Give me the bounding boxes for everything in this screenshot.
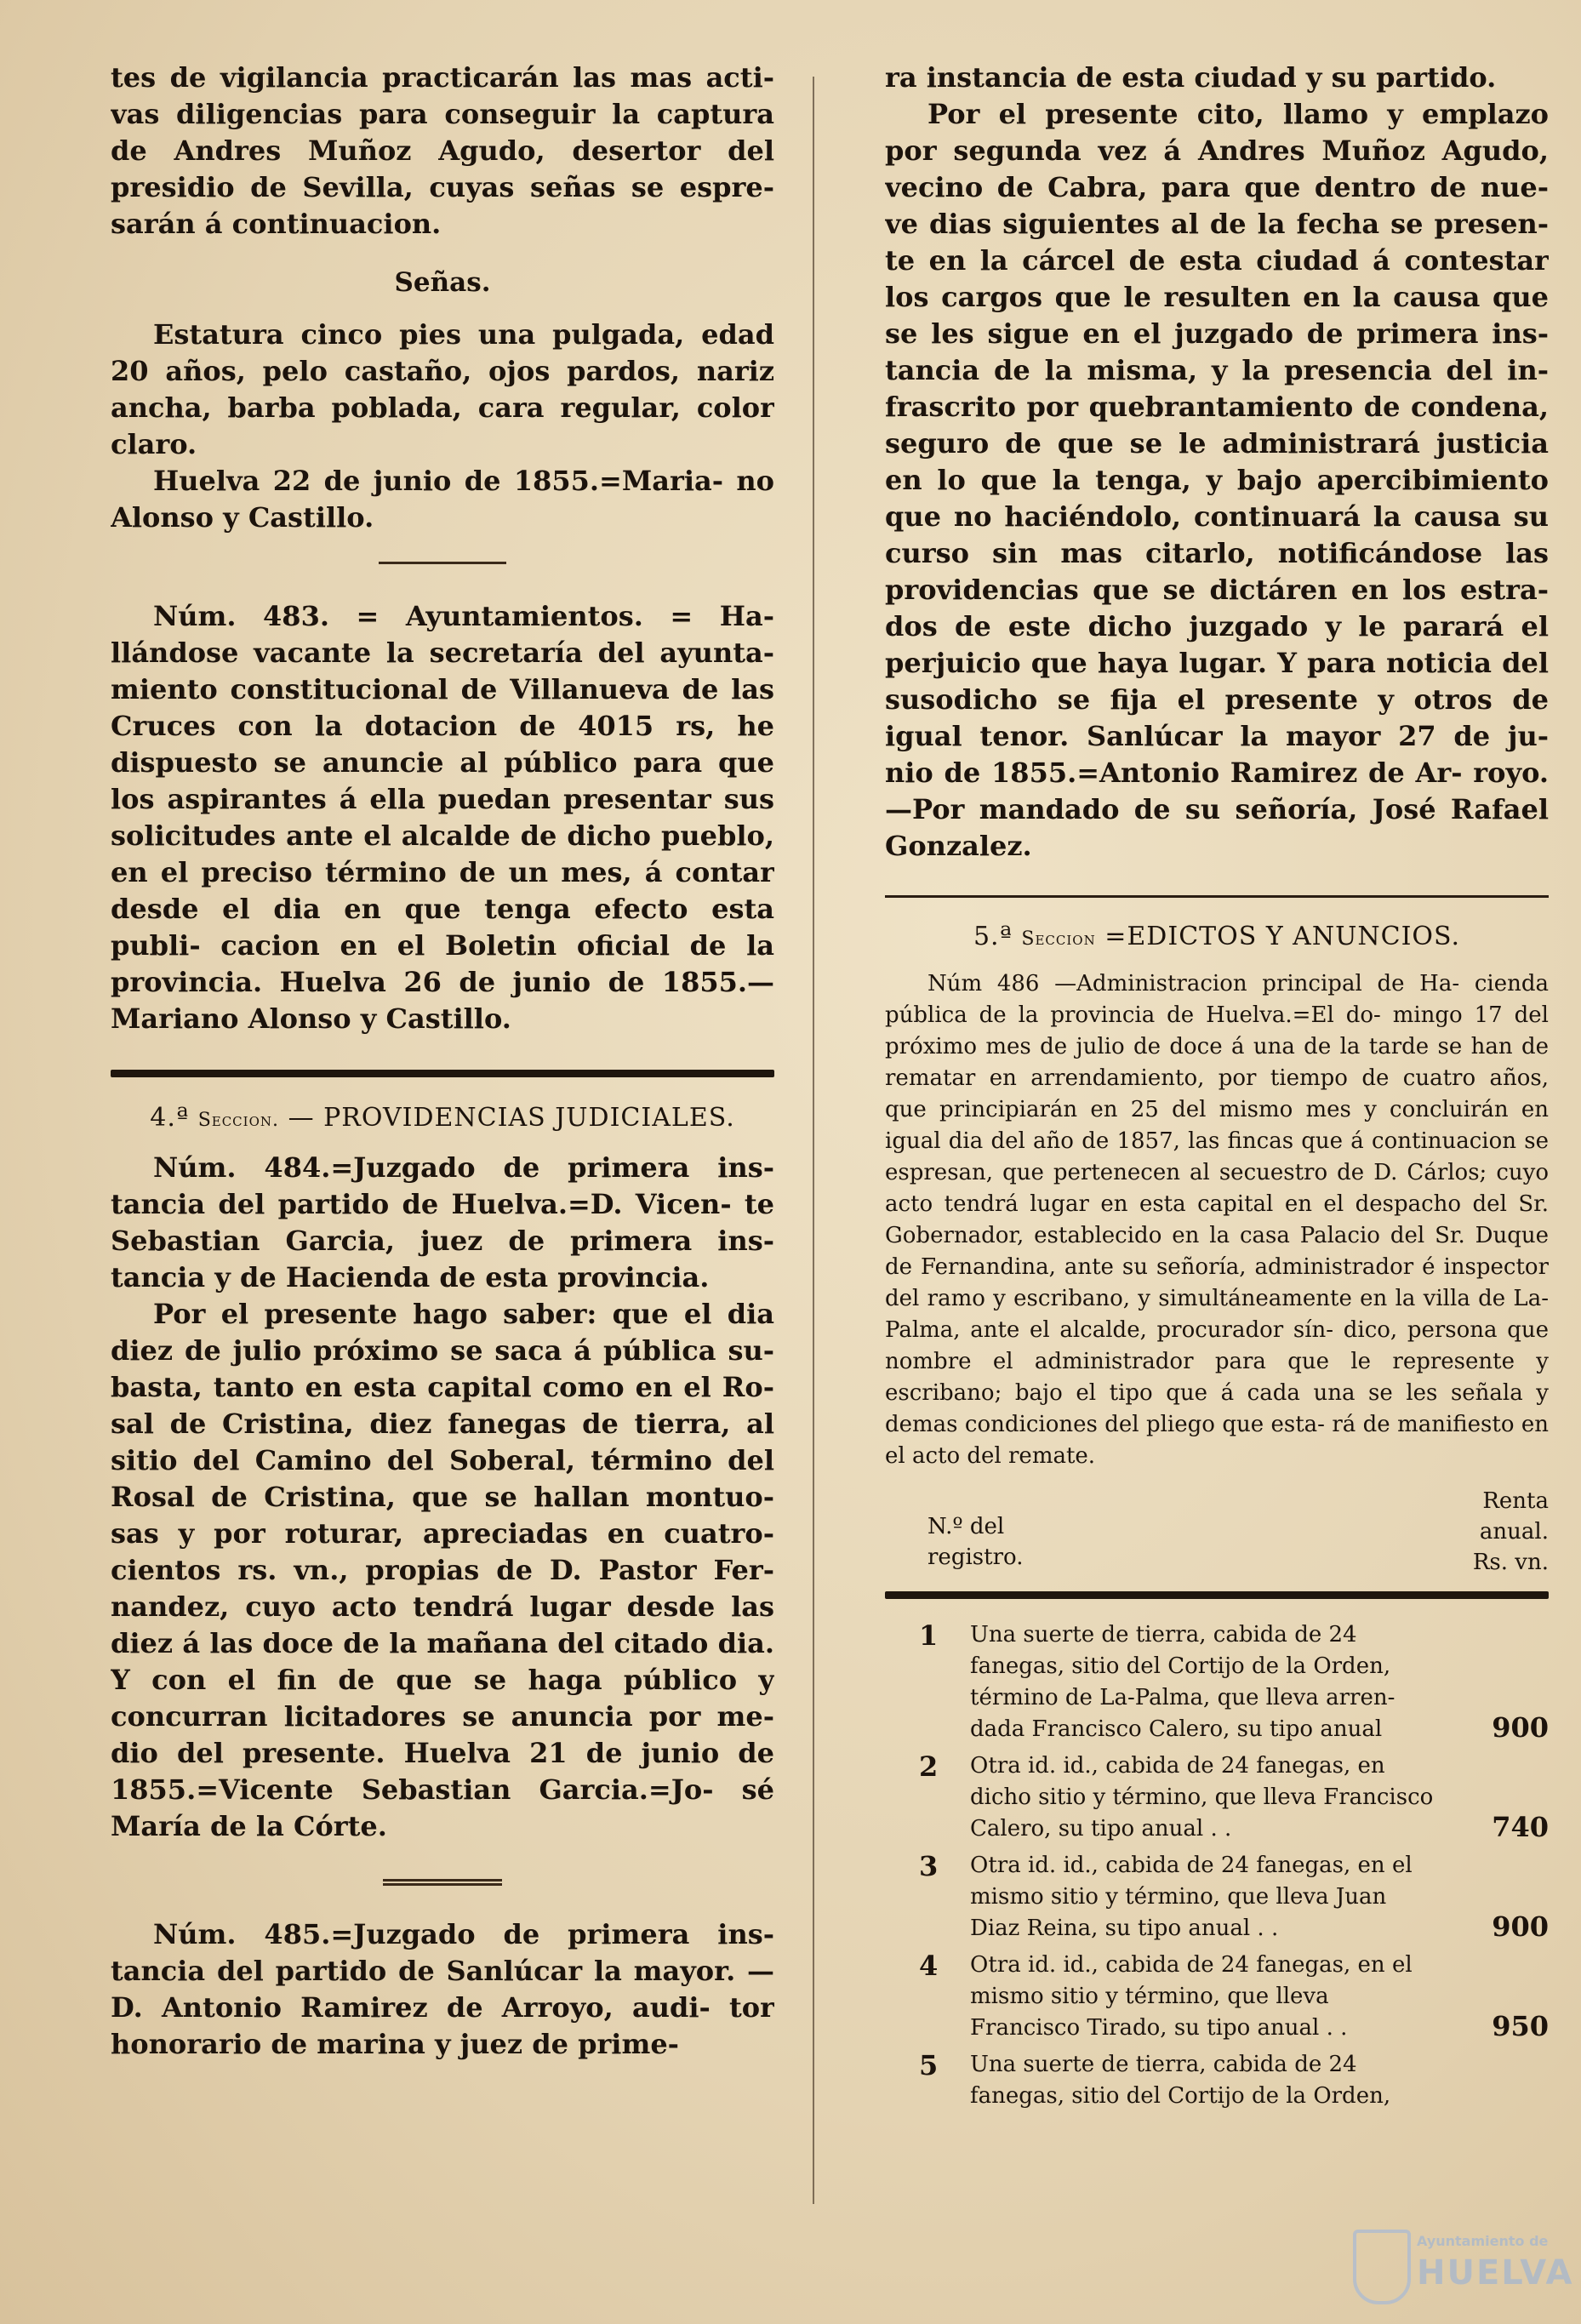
table-divider: [885, 1591, 1549, 1599]
notice-485-body: Por el presente cito, llamo y emplazo por segunda vez á Andres Muñoz Agudo, vecino de Cabra, para que dentro de nue- ve dias siguientes al de la fecha se presen- te en la cárcel de esta ciudad á contestar los cargos que le resulten en la causa que se les sigue en el juzgado de primera ins- tancia de la misma, y la presencia del in- frascrito por quebrantamiento de condena, seguro de que se le administrará justicia en lo que la tenga, y bajo apercibimiento que no haciéndolo, continuará la causa su curso sin mas citarlo, notificándose las providencias que se dictáren en los estra- dos de este dicho juzgado y le parará el perjuicio que haya lugar. Y para noticia del susodicho se fija el presente y otros de igual tenor. Sanlúcar la mayor 27 de ju- nio de 1855.=Antonio Ramirez de Ar- royo.—Por mandado de su señoría, José Rafael Gonzalez.: [885, 98, 1549, 862]
row-number: 3: [919, 1850, 939, 1882]
section-5-title: [885, 922, 1549, 951]
notice-484-body: Por el presente hago saber: que el dia diez de julio próximo se saca á pública su- basta, tanto en esta capital como en el Ro- sal de Cristina, diez fanegas de tierra, al sitio del Camino del Soberal, término del Rosal de Cristina, que se hallan montuo- sas y por roturar, apreciadas en cuatro- cientos rs. vn., propias de D. Pastor Fer- nandez, cuyo acto tendrá lugar desde las diez á las doce de la mañana del citado dia. Y con el fin de que se haga público y concurran licitadores se anuncia por me- dio del presente. Huelva 21 de junio de 1855.=Vicente Sebastian Garcia.=Jo- sé María de la Córte.: [111, 1298, 774, 1842]
intro-paragraph: tes de vigilancia practicarán las mas acti- vas diligencias para conseguir la captura de Andres Muñoz Agudo, desertor del presidio de Sevilla, cuyas señas se espre- sarán á continuacion.: [111, 61, 774, 240]
table-row: [885, 1850, 1549, 1944]
row-description: Otra id. id., cabida de 24 fanegas, en el mismo sitio y término, que lleva Juan Diaz Reina, su tipo anual . .: [970, 1853, 1413, 1941]
row-amount: 950: [1492, 2010, 1549, 2042]
right-column: [885, 60, 1549, 2324]
section-4-number: 4.ª: [150, 1103, 190, 1133]
watermark-small-text: Ayuntamiento de: [1417, 2233, 1549, 2249]
section-5-number: 5.ª: [973, 922, 1013, 951]
left-column: [111, 60, 774, 2324]
section-5-heading: =EDICTOS Y ANUNCIOS.: [1104, 922, 1461, 951]
row-description: Una suerte de tierra, cabida de 24 fanegas, sitio del Cortijo de la Orden,: [970, 2052, 1391, 2109]
section-4-label: Seccion.: [197, 1110, 280, 1131]
row-amount: 900: [1492, 1711, 1549, 1744]
senas-title: Señas.: [394, 267, 491, 298]
table-row: [885, 1619, 1549, 1745]
section-divider-right: [885, 895, 1549, 898]
row-amount: 900: [1492, 1910, 1549, 1943]
row-description: Otra id. id., cabida de 24 fanegas, en dicho sitio y término, que lleva Francisco Calero, su tipo anual . .: [970, 1753, 1434, 1841]
watermark-city-text: HUELVA: [1417, 2253, 1574, 2293]
notice-484-head: Núm. 484.=Juzgado de primera ins- tancia del partido de Huelva.=D. Vicen- te Sebastian Garcia, juez de primera ins- tancia y de Hacienda de esta provincia.: [111, 1151, 774, 1293]
table-row: [885, 1950, 1549, 2044]
notice-485-continuation: ra instancia de esta ciudad y su partido.: [885, 61, 1497, 94]
row-description: Otra id. id., cabida de 24 fanegas, en el mismo sitio y término, que lleva Francisco Tirado, su tipo anual . .: [970, 1952, 1413, 2041]
senas-text: Estatura cinco pies una pulgada, edad 20 años, pelo castaño, ojos pardos, nariz ancha, barba poblada, cara regular, color claro.: [111, 318, 774, 460]
row-description: Una suerte de tierra, cabida de 24 fanegas, sitio del Cortijo de la Orden, término de La-Palma, que lleva arren- dada Francisco Calero, su tipo anual: [970, 1622, 1396, 1742]
rent-table: [885, 1619, 1549, 2112]
section-4-title: [111, 1103, 774, 1133]
row-number: 1: [919, 1619, 939, 1652]
section-4-heading: — PROVIDENCIAS JUDICIALES.: [288, 1103, 735, 1133]
table-row: [885, 2049, 1549, 2112]
section-5-label: Seccion: [1021, 928, 1096, 950]
table-header-rent: Renta anual. Rs. vn.: [1472, 1488, 1549, 1575]
coat-of-arms-icon: [1353, 2230, 1411, 2304]
notice-483: Núm. 483. = Ayuntamientos. = Ha- llándose vacante la secretaría del ayunta- miento constitucional de Villanueva de las Cruces con la dotacion de 4015 rs, he dispuesto se anuncie al público para que los aspirantes á ella puedan presentar sus solicitudes ante el alcalde de dicho pueblo, en el preciso término de un mes, á contar desde el dia en que tenga efecto esta publi- cacion en el Boletin oficial de la provincia. Huelva 26 de junio de 1855.—Mariano Alonso y Castillo.: [111, 600, 774, 1035]
column-rule: [813, 77, 814, 2204]
table-header: [885, 1486, 1549, 1588]
table-header-registry: N.º del registro.: [927, 1514, 1024, 1570]
row-number: 4: [919, 1950, 939, 1982]
senas-signature: Huelva 22 de junio de 1855.=Maria- no Alonso y Castillo.: [111, 465, 774, 534]
section-divider: [111, 1070, 774, 1077]
short-divider: [379, 562, 506, 564]
notice-486: Núm 486 —Administracion principal de Ha- cienda pública de la provincia de Huelva.=El do- mingo 17 del próximo mes de julio de doce á una de la tarde se han de rematar en arrendamiento, por tiempo de cuatro años, que principiarán en 25 del mismo mes y concluirán en igual dia del año de 1857, las fincas que á continuacion se espresan, que pertenecen al secuestro de D. Cárlos; cuyo acto tendrá lugar en esta capital en el despacho del Sr. Gobernador, establecido en la casa Palacio del Sr. Duque de Fernandina, ante su señoría, administrador é inspector del ramo y escribano, y simultáneamente en la villa de La-Palma, ante el alcalde, procurador sín- dico, persona que nombre el administrador para que le represente y escribano; bajo el tipo que á cada una se les señala y demas condiciones del pliego que esta- rá de manifiesto en el acto del remate.: [885, 971, 1549, 1469]
archive-watermark: [1353, 2230, 1574, 2306]
row-amount: 740: [1492, 1811, 1549, 1843]
double-divider: [383, 1879, 502, 1886]
table-row: [885, 1750, 1549, 1845]
row-number: 2: [919, 1750, 939, 1783]
notice-485-head: Núm. 485.=Juzgado de primera ins- tancia del partido de Sanlúcar la mayor. —D. Antonio Ramirez de Arroyo, audi- tor honorario de marina y juez de prime-: [111, 1918, 774, 2060]
row-number: 5: [919, 2049, 939, 2081]
